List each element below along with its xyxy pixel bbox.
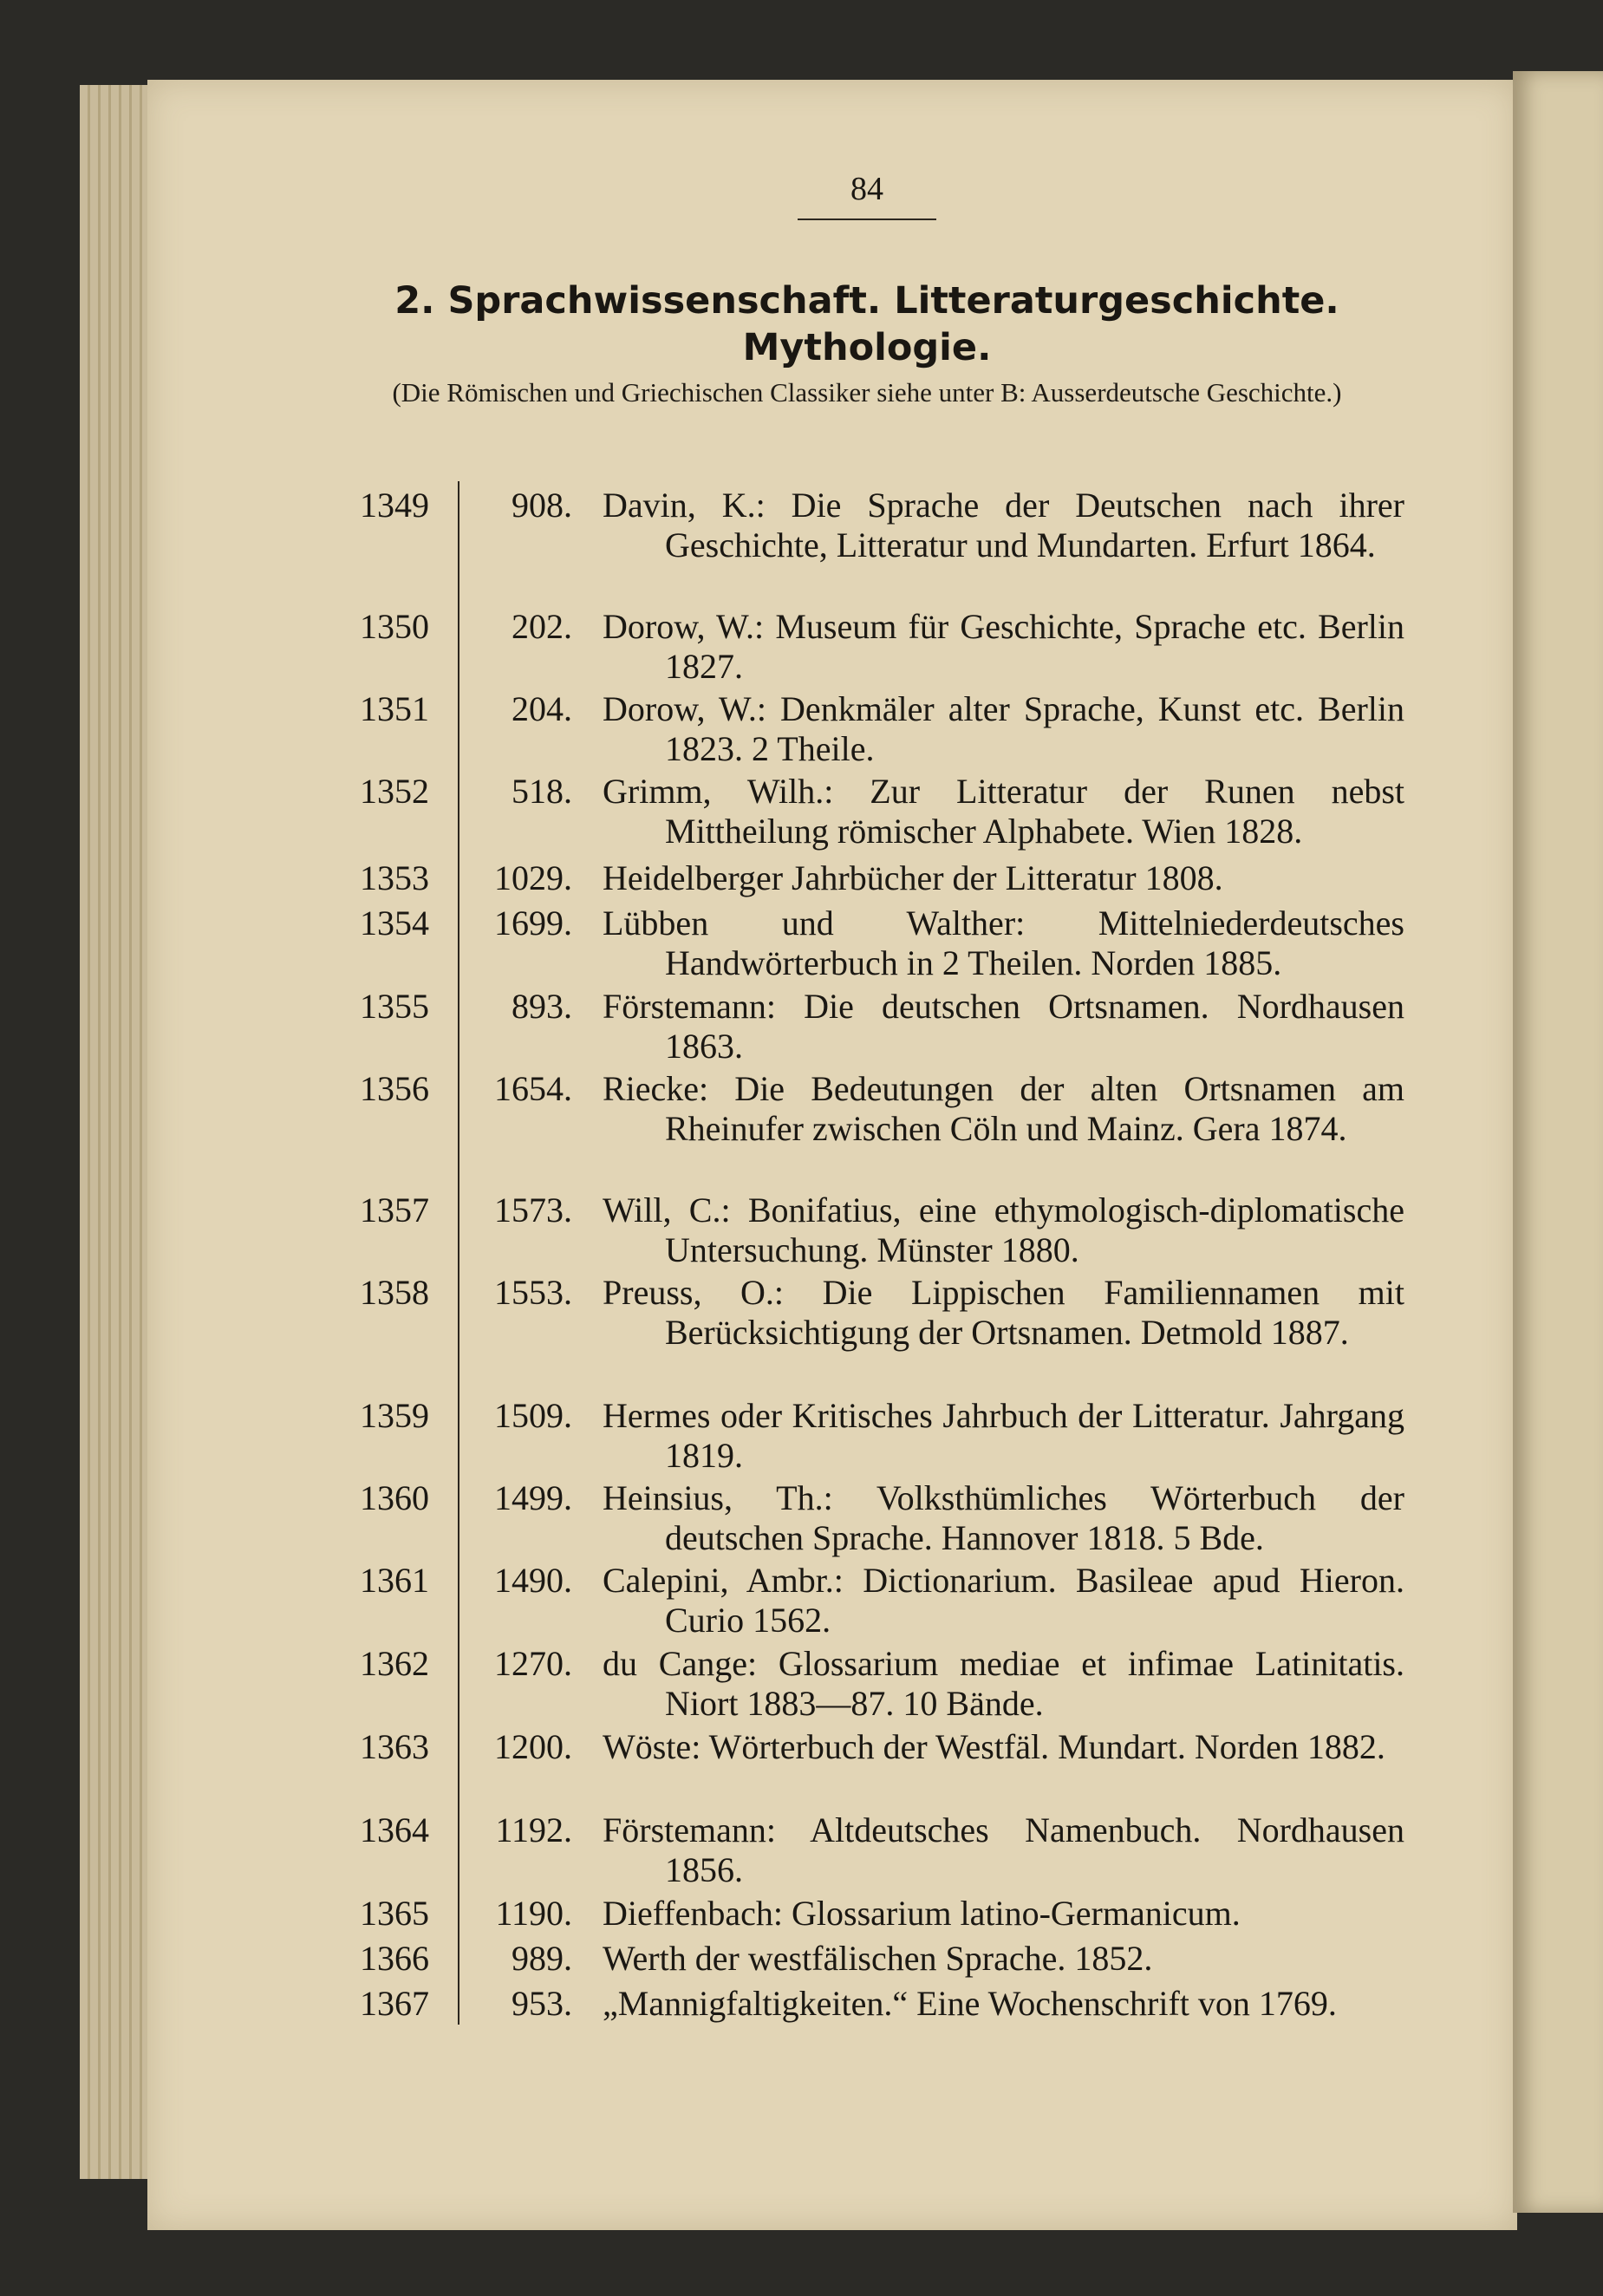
column-divider <box>458 481 459 2025</box>
catalog-number: 1573. <box>494 1190 572 1230</box>
page-number-rule <box>798 219 936 220</box>
entry-text: Will, C.: Bonifatius, eine ethymologisch-diplomatische Untersuchung. Münster 1880. <box>603 1190 1404 1269</box>
entry-text: Dorow, W.: Denkmäler alter Sprache, Kunst etc. Berlin 1823. 2 Theile. <box>603 689 1404 768</box>
entry-text: Dieffenbach: Glossarium latino-Germanicum. <box>603 1894 1241 1933</box>
catalog-number: 1192. <box>495 1810 572 1849</box>
entry-text: Grimm, Wilh.: Zur Litteratur der Runen nebst Mittheilung römischer Alphabete. Wien 1828. <box>603 772 1404 851</box>
catalog-number: 1270. <box>494 1644 572 1683</box>
catalog-number: 1553. <box>494 1273 572 1312</box>
entry-number: 1350 <box>360 607 429 646</box>
entry-number: 1356 <box>360 1069 429 1108</box>
entry-number: 1355 <box>360 987 429 1026</box>
catalog-number: 989. <box>512 1939 572 1978</box>
entry-number: 1359 <box>360 1396 429 1435</box>
entry-number: 1363 <box>360 1727 429 1766</box>
entry-text: Heinsius, Th.: Volksthümliches Wörterbuch der deutschen Sprache. Hannover 1818. 5 Bde. <box>603 1478 1404 1557</box>
entry-text: Hermes oder Kritisches Jahrbuch der Litteratur. Jahrgang 1819. <box>603 1396 1404 1475</box>
catalog-number: 1029. <box>494 858 572 897</box>
catalog-number: 518. <box>512 772 572 811</box>
catalog-number: 1499. <box>494 1478 572 1517</box>
catalog-number: 1490. <box>494 1561 572 1600</box>
catalog-number: 1654. <box>494 1069 572 1108</box>
catalog-number: 1190. <box>495 1894 572 1933</box>
entry-number: 1367 <box>360 1984 429 2023</box>
entry-number: 1366 <box>360 1939 429 1978</box>
catalog-number: 1699. <box>494 903 572 943</box>
section-title: 2. Sprachwissenschaft. Litteraturgeschichte. Mythologie. <box>394 279 1339 369</box>
catalog-number: 953. <box>512 1984 572 2023</box>
entry-text: Werth der westfälischen Sprache. 1852. <box>603 1939 1153 1978</box>
entry-number: 1352 <box>360 772 429 811</box>
entry-text: Förstemann: Die deutschen Ortsnamen. Nordhausen 1863. <box>603 987 1404 1066</box>
entry-number: 1365 <box>360 1894 429 1933</box>
entry-number: 1353 <box>360 858 429 897</box>
catalog-number: 202. <box>512 607 572 646</box>
catalog-number: 893. <box>512 987 572 1026</box>
entry-number: 1358 <box>360 1273 429 1312</box>
entry-text: Lübben und Walther: Mittelniederdeutsches Handwörterbuch in 2 Theilen. Norden 1885. <box>603 903 1404 982</box>
entry-text: du Cange: Glossarium mediae et infimae Latinitatis. Niort 1883—87. 10 Bände. <box>603 1644 1404 1723</box>
entry-number: 1361 <box>360 1561 429 1600</box>
catalog-number: 1200. <box>494 1727 572 1766</box>
entry-text: Riecke: Die Bedeutungen der alten Ortsnamen am Rheinufer zwischen Cöln und Mainz. Gera 1874. <box>603 1069 1404 1148</box>
entry-text: Dorow, W.: Museum für Geschichte, Sprache etc. Berlin 1827. <box>603 607 1404 686</box>
entry-text: Preuss, O.: Die Lippischen Familiennamen mit Berücksichtigung der Ortsnamen. Detmold 1887. <box>603 1273 1404 1352</box>
entry-text: Heidelberger Jahrbücher der Litteratur 1808. <box>603 858 1223 897</box>
entry-text: Davin, K.: Die Sprache der Deutschen nach ihrer Geschichte, Litteratur und Mundarten. Erfurt 1864. <box>603 486 1404 564</box>
page-edges <box>80 85 158 2179</box>
entry-text: Calepini, Ambr.: Dictionarium. Basileae apud Hieron. Curio 1562. <box>603 1561 1404 1640</box>
catalog-number: 204. <box>512 689 572 728</box>
section-note: (Die Römischen und Griechischen Classiker siehe unter B: Ausserdeutsche Geschichte.) <box>392 377 1342 408</box>
entry-text: Förstemann: Altdeutsches Namenbuch. Nordhausen 1856. <box>603 1810 1404 1889</box>
entry-number: 1364 <box>360 1810 429 1849</box>
entry-number: 1357 <box>360 1190 429 1230</box>
entry-text: „Mannigfaltigkeiten.“ Eine Wochenschrift von 1769. <box>603 1984 1337 2023</box>
catalog-number: 1509. <box>494 1396 572 1435</box>
facing-page-edge <box>1513 71 1603 2213</box>
catalog-number: 908. <box>512 486 572 525</box>
entry-number: 1362 <box>360 1644 429 1683</box>
page-number: 84 <box>850 171 883 207</box>
entry-text: Wöste: Wörterbuch der Westfäl. Mundart. Norden 1882. <box>603 1727 1385 1766</box>
entry-number: 1349 <box>360 486 429 525</box>
entry-number: 1354 <box>360 903 429 943</box>
entry-number: 1351 <box>360 689 429 728</box>
entry-number: 1360 <box>360 1478 429 1517</box>
